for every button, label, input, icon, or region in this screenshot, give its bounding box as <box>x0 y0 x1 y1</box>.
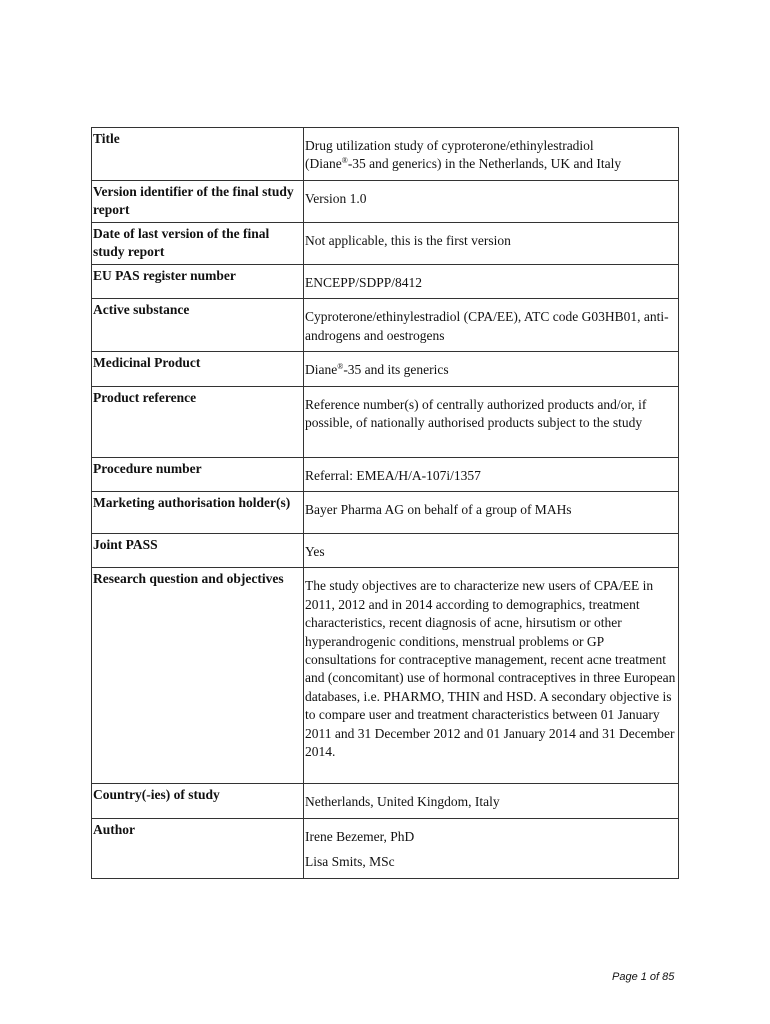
row-label-medicinal-product: Medicinal Product <box>92 352 304 386</box>
row-value-country: Netherlands, United Kingdom, Italy <box>304 784 679 818</box>
row-label-joint-pass: Joint PASS <box>92 534 304 568</box>
row-label-research-question: Research question and objectives <box>92 568 304 784</box>
page-number: Page 1 of 85 <box>612 971 675 983</box>
row-value-author <box>304 818 679 878</box>
author-name: Irene Bezemer, PhD <box>305 828 415 844</box>
row-label-active-substance: Active substance <box>92 299 304 352</box>
row-label-date-last-version: Date of last version of the final study report <box>92 223 304 265</box>
table-row <box>92 568 679 784</box>
table-row <box>92 352 679 386</box>
row-value-version-identifier: Version 1.0 <box>304 181 679 223</box>
row-value-research-question: The study objectives are to characterize new users of CPA/EE in 2011, 2012 and in 2014 according to demographics, treatment characteristics, recent diagnosis of acne, hirsutism or other hyperandrogenic conditions, menstrual problems or GP consultations for contraceptive management, recent acne treatment and (concomitant) use of hormonal contraceptives in three European databases, i.e. PHARMO, THIN and HSD. A secondary objective is to compare user and treatment characteristics between 01 January 2011 and 31 December 2012 and 01 January 2014 and 31 December 2014. <box>304 568 679 784</box>
row-label-author: Author <box>92 818 304 878</box>
table-row <box>92 457 679 491</box>
table-row <box>92 492 679 534</box>
row-value-title: Drug utilization study of cyproterone/ethinylestradiol (Diane®-35 and generics) in the Netherlands, UK and Italy <box>304 128 679 181</box>
table-row <box>92 299 679 352</box>
table-row <box>92 223 679 265</box>
row-value-product-reference: Reference number(s) of centrally authorized products and/or, if possible, of nationally authorised products subject to the study <box>304 386 679 457</box>
row-value-procedure-number: Referral: EMEA/H/A-107i/1357 <box>304 457 679 491</box>
table-row <box>92 784 679 818</box>
row-label-marketing-holder: Marketing authorisation holder(s) <box>92 492 304 534</box>
row-value-joint-pass: Yes <box>304 534 679 568</box>
row-label-procedure-number: Procedure number <box>92 457 304 491</box>
table-row <box>92 386 679 457</box>
author-name: Lisa Smits, MSc <box>305 854 395 870</box>
row-label-eu-pas: EU PAS register number <box>92 265 304 299</box>
table-row <box>92 265 679 299</box>
row-label-title: Title <box>92 128 304 181</box>
row-label-country: Country(-ies) of study <box>92 784 304 818</box>
row-value-marketing-holder: Bayer Pharma AG on behalf of a group of MAHs <box>304 492 679 534</box>
row-value-eu-pas: ENCEPP/SDPP/8412 <box>304 265 679 299</box>
table-row <box>92 181 679 223</box>
study-info-table <box>91 127 679 879</box>
table-row <box>92 818 679 878</box>
row-value-date-last-version: Not applicable, this is the first version <box>304 223 679 265</box>
row-value-medicinal-product: Diane®-35 and its generics <box>304 352 679 386</box>
table-row <box>92 128 679 181</box>
table-row <box>92 534 679 568</box>
row-label-version-identifier: Version identifier of the final study report <box>92 181 304 223</box>
row-label-product-reference: Product reference <box>92 386 304 457</box>
row-value-active-substance: Cyproterone/ethinylestradiol (CPA/EE), ATC code G03HB01, anti-androgens and oestrogens <box>304 299 679 352</box>
